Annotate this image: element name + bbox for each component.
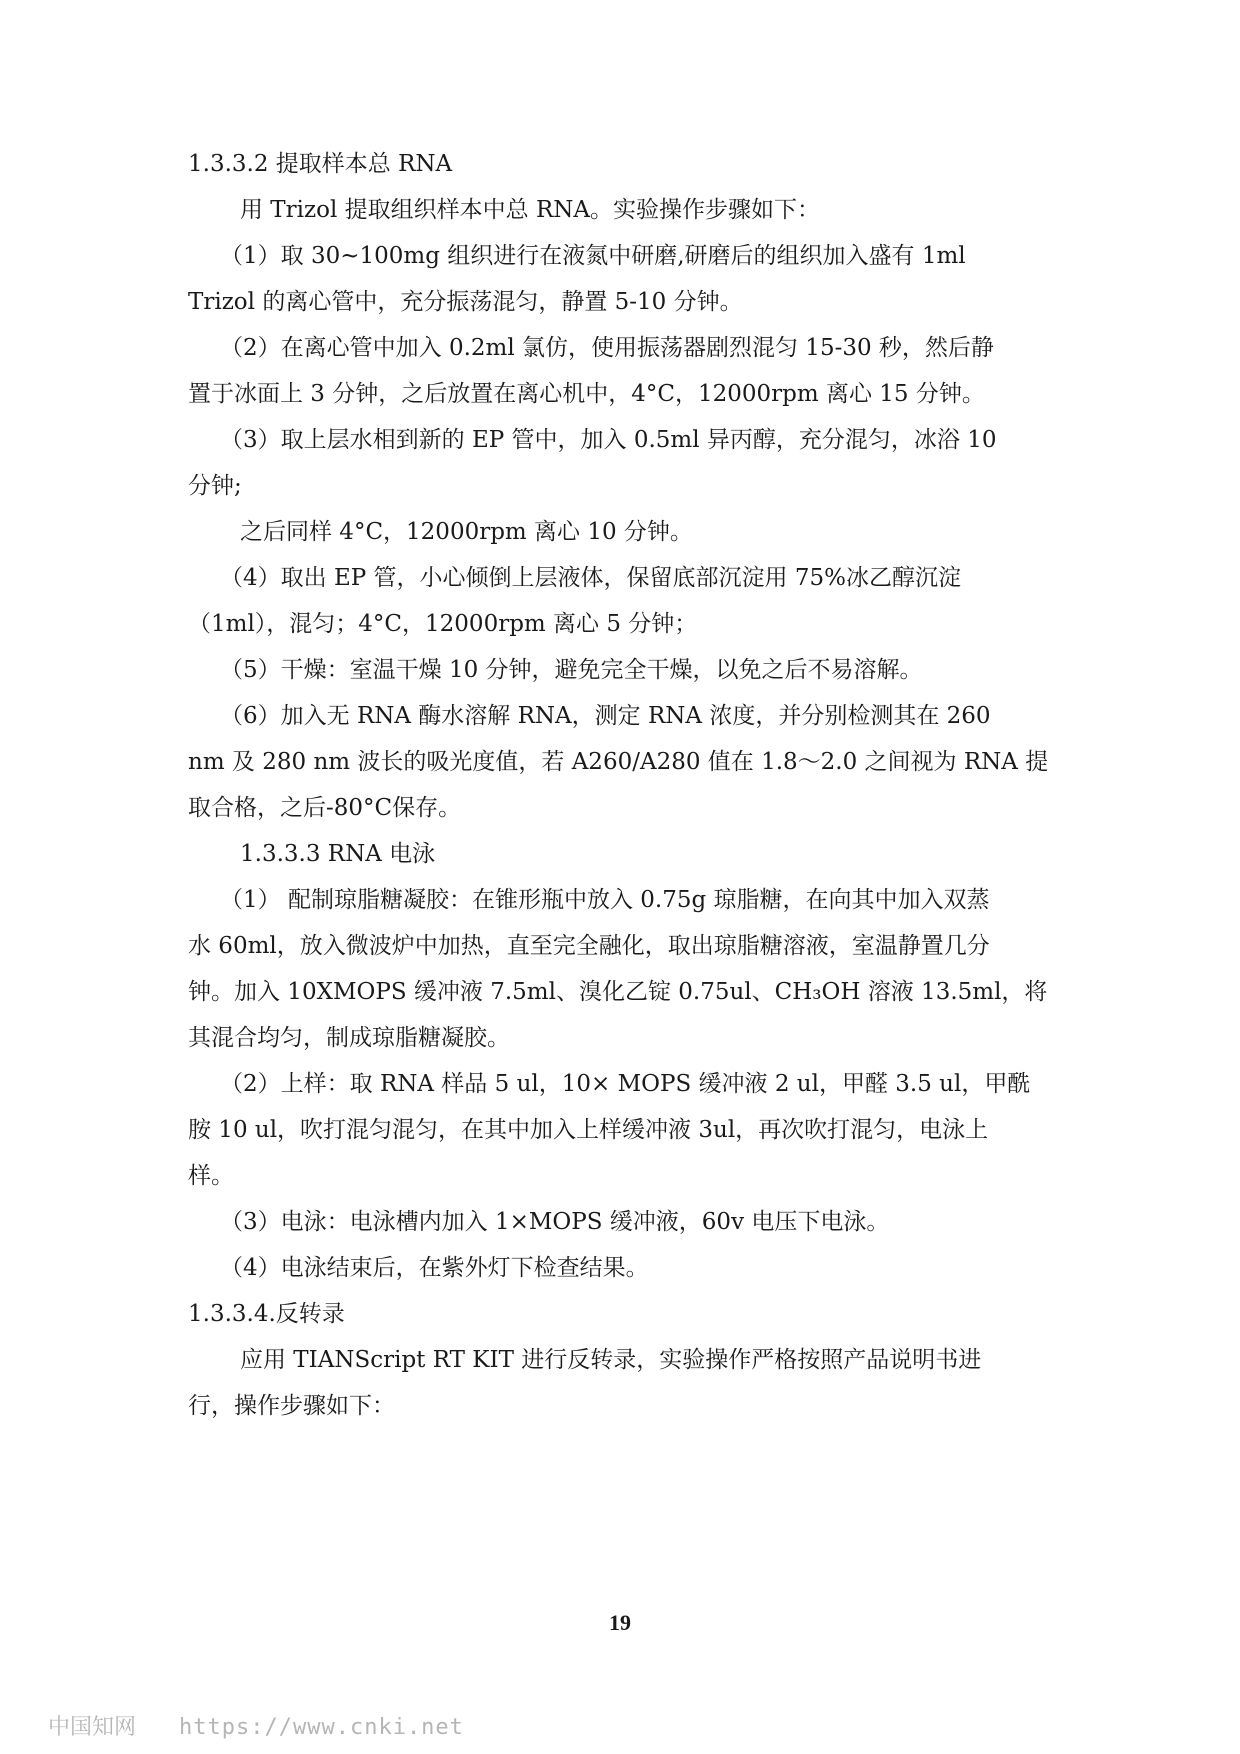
paragraph-line: （1） 配制琼脂糖凝胶：在锥形瓶中放入 0.75g 琼脂糖，在向其中加入双蒸 (220, 887, 990, 913)
paragraph-line: 取合格，之后-80°C保存。 (188, 795, 462, 821)
paragraph-line: 之后同样 4°C，12000rpm 离心 10 分钟。 (240, 519, 693, 545)
paragraph-line: （4）取出 EP 管，小心倾倒上层液体，保留底部沉淀用 75%冰乙醇沉淀 (220, 565, 961, 591)
section-heading: 1.3.3.4.反转录 (188, 1301, 345, 1327)
paragraph-line: 置于冰面上 3 分钟，之后放置在离心机中，4°C，12000rpm 离心 15 分钟。 (188, 381, 985, 407)
paragraph-line: （3）电泳：电泳槽内加入 1×MOPS 缓冲液，60v 电压下电泳。 (220, 1209, 890, 1235)
paragraph-line: 行，操作步骤如下： (188, 1393, 395, 1419)
paragraph-line: 胺 10 ul，吹打混匀混匀，在其中加入上样缓冲液 3ul，再次吹打混匀，电泳上 (188, 1117, 989, 1143)
paragraph-line: （4）电泳结束后，在紫外灯下检查结果。 (220, 1255, 649, 1281)
paragraph-line: Trizol 的离心管中，充分振荡混匀，静置 5-10 分钟。 (188, 289, 743, 315)
paragraph-line: （1）取 30~100mg 组织进行在液氮中研磨,研磨后的组织加入盛有 1ml (220, 243, 966, 269)
paragraph-line: （2）上样：取 RNA 样品 5 ul，10× MOPS 缓冲液 2 ul，甲醛 3.5 ul，甲酰 (220, 1071, 1031, 1097)
watermark-brand: 中国知网 (48, 1715, 137, 1740)
paragraph-line: 水 60ml，放入微波炉中加热，直至完全融化，取出琼脂糖溶液，室温静置几分 (188, 933, 990, 959)
cnki-watermark (48, 1710, 464, 1741)
section-heading: 1.3.3.2 提取样本总 RNA (188, 151, 453, 177)
paragraph-line: （1ml），混匀；4°C，12000rpm 离心 5 分钟； (188, 611, 698, 637)
paragraph-line: （2）在离心管中加入 0.2ml 氯仿，使用振荡器剧烈混匀 15-30 秒，然后静 (220, 335, 994, 361)
paragraph-line: 应用 TIANScript RT KIT 进行反转录，实验操作严格按照产品说明书进 (240, 1347, 982, 1373)
paragraph-line: （5）干燥：室温干燥 10 分钟，避免完全干燥，以免之后不易溶解。 (220, 657, 923, 683)
paragraph-line: nm 及 280 nm 波长的吸光度值，若 A260/A280 值在 1.8～2.0 之间视为 RNA 提 (188, 749, 1049, 775)
paragraph-line: 钟。加入 10XMOPS 缓冲液 7.5ml、溴化乙锭 0.75ul、CH₃OH 溶液 13.5ml，将 (188, 979, 1048, 1005)
watermark-url: https://www.cnki.net (179, 1715, 464, 1740)
section-heading: 1.3.3.3 RNA 电泳 (240, 841, 436, 867)
page-number: 19 (609, 1610, 631, 1635)
paragraph-line: 用 Trizol 提取组织样本中总 RNA。实验操作步骤如下： (240, 197, 820, 223)
paragraph-line: （3）取上层水相到新的 EP 管中，加入 0.5ml 异丙醇，充分混匀，冰浴 10 (220, 427, 997, 453)
paragraph-line: （6）加入无 RNA 酶水溶解 RNA，测定 RNA 浓度，并分别检测其在 260 (220, 703, 991, 729)
paragraph-line: 样。 (188, 1163, 234, 1189)
paragraph-line: 分钟; (188, 473, 242, 499)
paragraph-line: 其混合均匀，制成琼脂糖凝胶。 (188, 1025, 510, 1051)
